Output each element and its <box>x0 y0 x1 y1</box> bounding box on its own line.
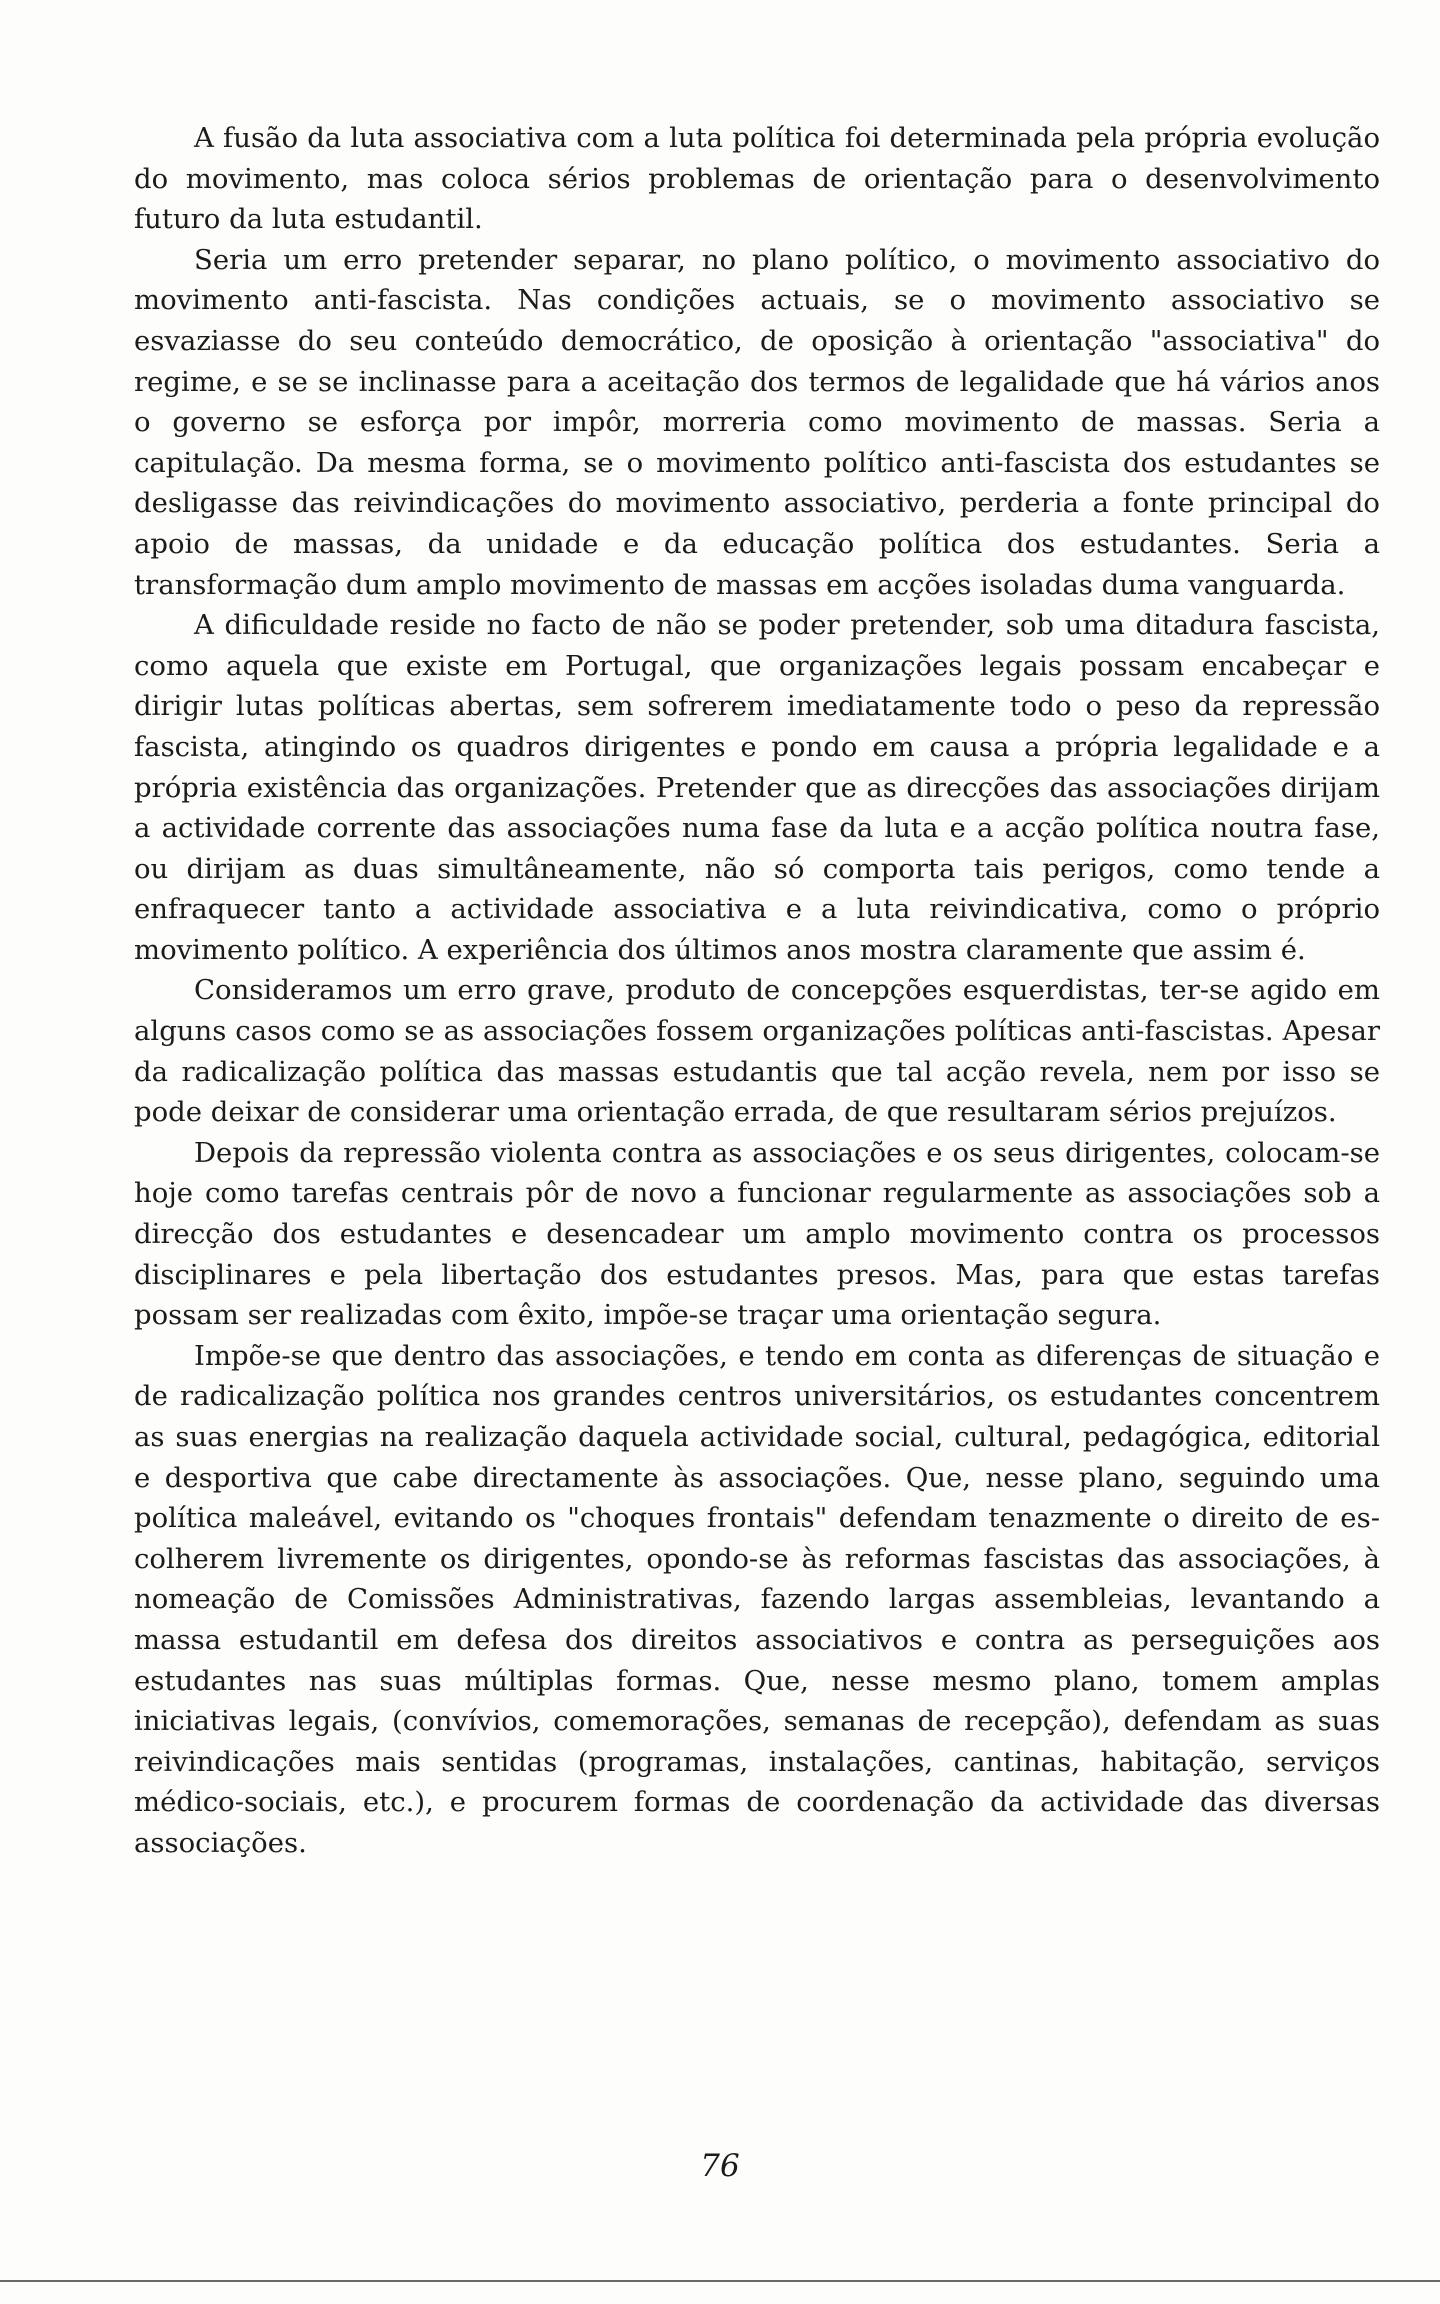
paragraph-1: A fusão da luta associativa com a luta política foi determinada pela própria evolução do movimento, mas coloca sérios problemas de orientação para o desenvolvimento futuro da luta estudantil. <box>134 122 1380 236</box>
bottom-edge-line <box>0 2280 1440 2282</box>
paragraph-2: Seria um erro pretender separar, no plano político, o movimento associativo do movimento anti-fascista. Nas condições actuais, se o movimento associativo se esvaziasse do seu conteúdo democrático, de oposição à orientação "associativa" do regime, e se se inclinasse para a aceitação dos termos de legalidade que há vários anos o governo se esforça por impôr, morreria como movimento de massas. Seria a capitulação. Da mesma forma, se o movimento político anti-fascista dos estudantes se desligasse das reivindicações do movimento associativo, perderia a fonte principal do apoio de massas, da unidade e da educação política dos estudantes. Seria a transformação dum amplo movimento de massas em acções isoladas duma vanguarda. <box>134 243 1380 601</box>
paragraph-3: A dificuldade reside no facto de não se poder pretender, sob uma ditadura fascista, como aquela que existe em Portugal, que organizações legais possam encabeçar e dirigir lutas políticas abertas, sem sofrerem imediatamente todo o peso da repressão fascista, atingindo os quadros dirigentes e pondo em causa a própria legalidade e a própria existência das organizações. Pretender que as direcções das associações dirijam a actividade corrente das associações numa fase da luta e a acção política noutra fase, ou dirijam as duas simultâneamente, não só comporta tais perigos, como tende a enfraquecer tanto a actividade associativa e a luta reivindicativa, como o próprio movimento político. A experiência dos últimos anos mostra claramente que assim é. <box>134 609 1380 966</box>
paragraph-5: Depois da repressão violenta contra as associações e os seus dirigentes, colocam-se hoje como tarefas centrais pôr de novo a funcionar regularmente as associações sob a direcção dos estudantes e desencadear um amplo movimento contra os processos disciplinares e pela libertação dos estudantes presos. Mas, para que estas tarefas possam ser realizadas com êxito, impõe-se traçar uma orientação segura. <box>134 1136 1380 1332</box>
page-number: 76 <box>700 2148 740 2184</box>
paragraph-6: Impõe-se que dentro das associações, e tendo em conta as diferenças de situação e de radicalização política nos grandes centros universitários, os estudantes concentrem as suas energias na realização daquela actividade social, cultural, pedagógica, editorial e desportiva que cabe directamente às associações. Que, nesse plano, seguindo uma política maleável, evitando os "choques frontais" defendam tenazmente o direito de escolherem livremente os dirigentes, opondo-se às reformas fascistas das associações, à nomeação de Comissões Administrativas, fazendo largas assembleias, levantando a massa estudantil em defesa dos direitos associativos e contra as perseguições aos estudantes nas suas múltiplas formas. Que, nesse mesmo plano, tomem amplas iniciativas legais, (convívios, comemorações, semanas de recepção), defendam as suas reivindicações mais sentidas (programas, instalações, cantinas, habitação, serviços médico-sociais, etc.), e procurem formas de coordenação da actividade das diversas associações. <box>134 1339 1380 1859</box>
body-text <box>134 118 1380 1864</box>
paragraph-4: Consideramos um erro grave, produto de concepções esquerdistas, ter-se agido em alguns casos como se as associações fossem organizações políticas anti-fascistas. Apesar da radicalização política das massas estudantis que tal acção revela, nem por isso se pode deixar de considerar uma orientação errada, de que resultaram sérios prejuízos. <box>134 974 1380 1129</box>
